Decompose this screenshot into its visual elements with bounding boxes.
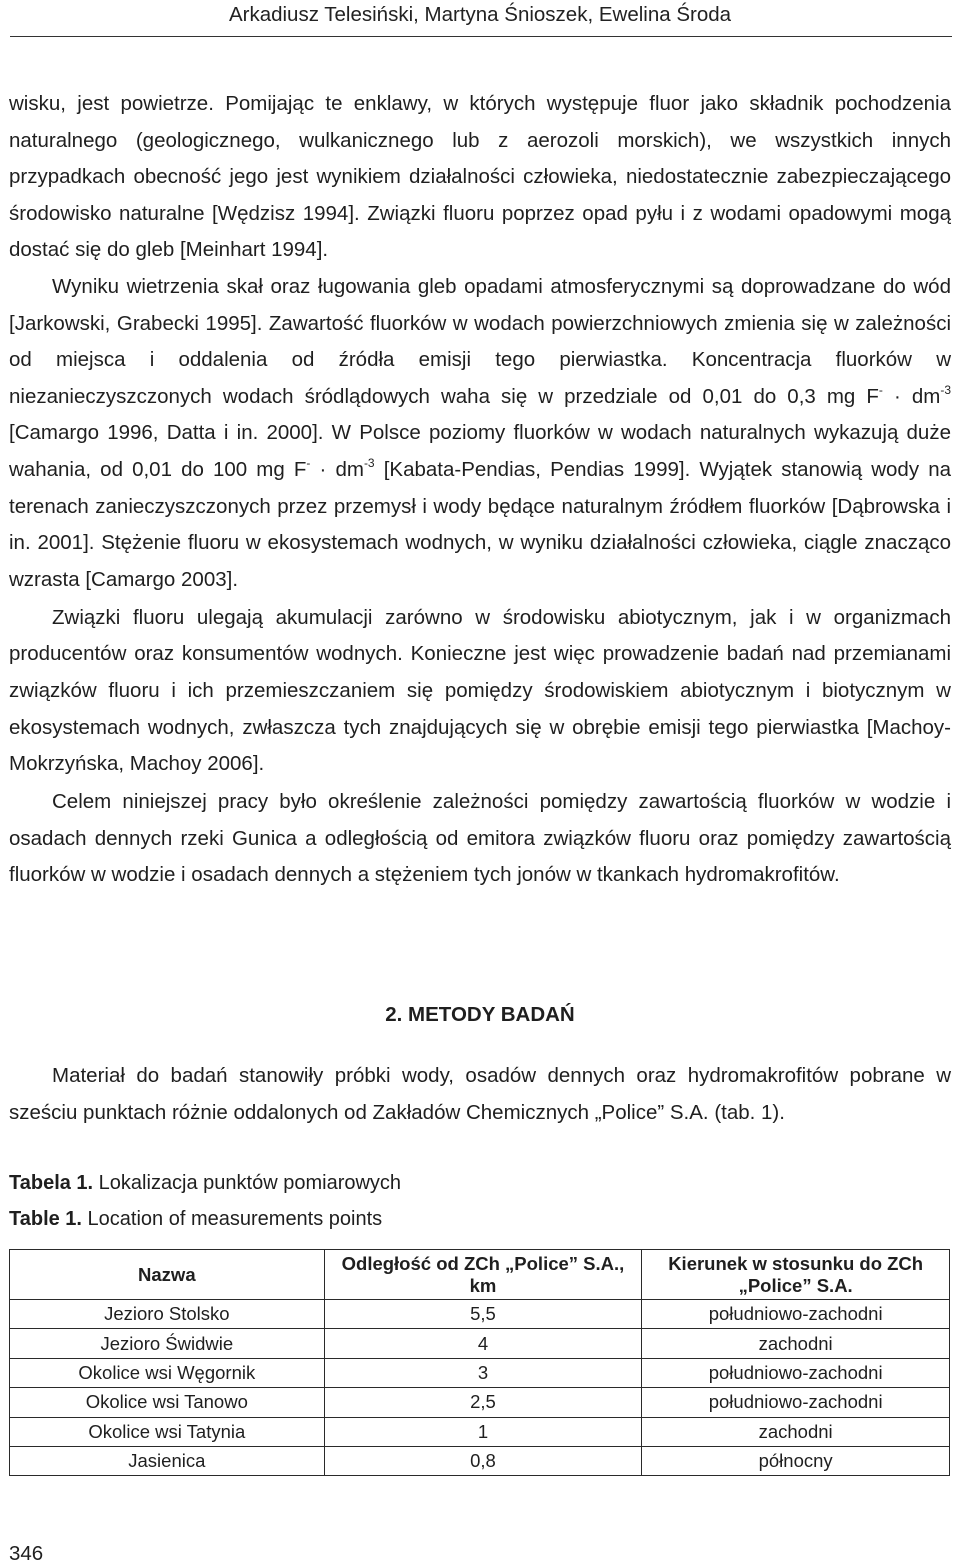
table-row: [10, 1329, 950, 1358]
paragraph-4: Celem niniejszej pracy było określenie zależności pomiędzy zawartością fluorków w wodzie i osadach dennych rzeki Gunica a odległością od emitora związków fluoru oraz pomiędzy zawartością fluorków w wodzie i osadach dennych a stężeniem tych jonów w tkankach hydromakrofitów.: [9, 790, 951, 887]
fluoride-charge-sup: -: [306, 456, 311, 471]
table-row: [10, 1417, 950, 1446]
column-header-name: Nazwa: [10, 1250, 325, 1300]
cell-name: Okolice wsi Tatynia: [10, 1417, 325, 1446]
cell-direction: północny: [642, 1446, 950, 1475]
section-heading: 2. METODY BADAŃ: [385, 1003, 575, 1026]
methods-paragraph: Materiał do badań stanowiły próbki wody, osadów dennych oraz hydromakrofitów pobrane w sześciu punktach różnie oddalonych od Zakładów Chemicznych „Police” S.A. (tab. 1).: [9, 1064, 951, 1124]
table-caption-en: [9, 1205, 382, 1233]
cell-distance: 5,5: [324, 1300, 642, 1329]
table-row: [10, 1446, 950, 1475]
table-caption-en-label: Table 1.: [9, 1208, 82, 1230]
cell-name: Jezioro Stolsko: [10, 1300, 325, 1329]
cell-distance: 4: [324, 1329, 642, 1358]
table-caption-pl-label: Tabela 1.: [9, 1172, 94, 1194]
paragraph-3: Związki fluoru ulegają akumulacji zarówno w środowisku abiotycznym, jak i w organizmach producentów oraz konsumentów wodnych. Konieczne jest więc prowadzenie badań nad przemianami związków fluoru i ich przemieszczaniem się pomiędzy środowiskiem abiotycznym i biotycznym w ekosystemach wodnych, zwłaszcza tych znajdujących się w obrębie emisji tego pierwiastka [Machoy-Mokrzyńska, Machoy 2006].: [9, 605, 951, 776]
column-header-distance: Odległość od ZCh „Police” S.A., km: [324, 1250, 642, 1300]
table-row: [10, 1300, 950, 1329]
article-body: [9, 86, 951, 894]
cell-name: Okolice wsi Węgornik: [10, 1358, 325, 1387]
cell-direction: południowo-zachodni: [642, 1300, 950, 1329]
paragraph-2-part-2: [Camargo 1996, Datta i in. 2000]. W Polsce poziomy fluorków w wodach naturalnych wykazują duże wahania, od 0,01 do 100 mg F: [9, 421, 951, 481]
table-caption-pl: [9, 1169, 401, 1197]
cell-direction: południowo-zachodni: [642, 1388, 950, 1417]
unit-dm: · dm: [310, 457, 364, 481]
running-header: Arkadiusz Telesiński, Martyna Śnioszek, Ewelina Środa: [228, 3, 732, 26]
measurement-points-table: [9, 1249, 950, 1476]
cell-distance: 3: [324, 1358, 642, 1387]
cell-name: Okolice wsi Tanowo: [10, 1388, 325, 1417]
paragraph-2: [9, 269, 951, 598]
cell-distance: 0,8: [324, 1446, 642, 1475]
unit-dm: · dm: [882, 384, 941, 408]
cell-direction: zachodni: [642, 1417, 950, 1446]
table-row: [10, 1388, 950, 1417]
column-header-direction: Kierunek w stosunku do ZCh „Police” S.A.: [642, 1250, 950, 1300]
table-caption-en-text: Location of measurements points: [82, 1208, 383, 1230]
table-header-row: [10, 1250, 950, 1300]
cell-direction: południowo-zachodni: [642, 1358, 950, 1387]
fluoride-charge-sup: -: [878, 382, 883, 397]
table-row: [10, 1358, 950, 1387]
table-caption-pl-text: Lokalizacja punktów pomiarowych: [93, 1172, 402, 1194]
cell-name: Jezioro Świdwie: [10, 1329, 325, 1358]
paragraph-1: wisku, jest powietrze. Pomijając te enklawy, w których występuje fluor jako składnik pochodzenia naturalnego (geologicznego, wulkanicznego lub z aerozoli morskich), we wszystkich innych przypadkach obecność jego jest wynikiem działalności człowieka, niedostatecznie zabezpieczającego środowisko naturalne [Wędzisz 1994]. Związki fluoru poprzez opad pyłu i z wodami opadowymi mogą dostać się do gleb [Meinhart 1994].: [9, 92, 951, 262]
page-number: 346: [9, 1542, 44, 1565]
paragraph-2-part-1: Wyniku wietrzenia skał oraz ługowania gleb opadami atmosferycznymi są doprowadzane do wód [Jarkowski, Grabecki 1995]. Zawartość fluorków w wodach powierzchniowych zmienia się w zależności od miejsca i oddalenia od źródła emisji tego pierwiastka. Koncentracja fluorków w niezanieczyszczonych wodach śródlądowych waha się w przedziale od 0,01 do 0,3 mg F: [9, 274, 951, 408]
paragraph-2-part-3: [Kabata-Pendias, Pendias 1999]. Wyjątek stanowią wody na terenach zanieczyszczonych przez przemysł i wody będące naturalnym źródłem fluorków [Dąbrowska i in. 2001]. Stężenie fluoru w ekosystemach wodnych, w wyniku działalności człowieka, ciągle znacząco wzrasta [Camargo 2003].: [9, 457, 951, 591]
cell-distance: 1: [324, 1417, 642, 1446]
cell-distance: 2,5: [324, 1388, 642, 1417]
cell-direction: zachodni: [642, 1329, 950, 1358]
unit-exponent-sup: -3: [363, 456, 375, 471]
unit-exponent-sup: -3: [940, 382, 951, 397]
cell-name: Jasienica: [10, 1446, 325, 1475]
header-divider: [10, 36, 952, 37]
